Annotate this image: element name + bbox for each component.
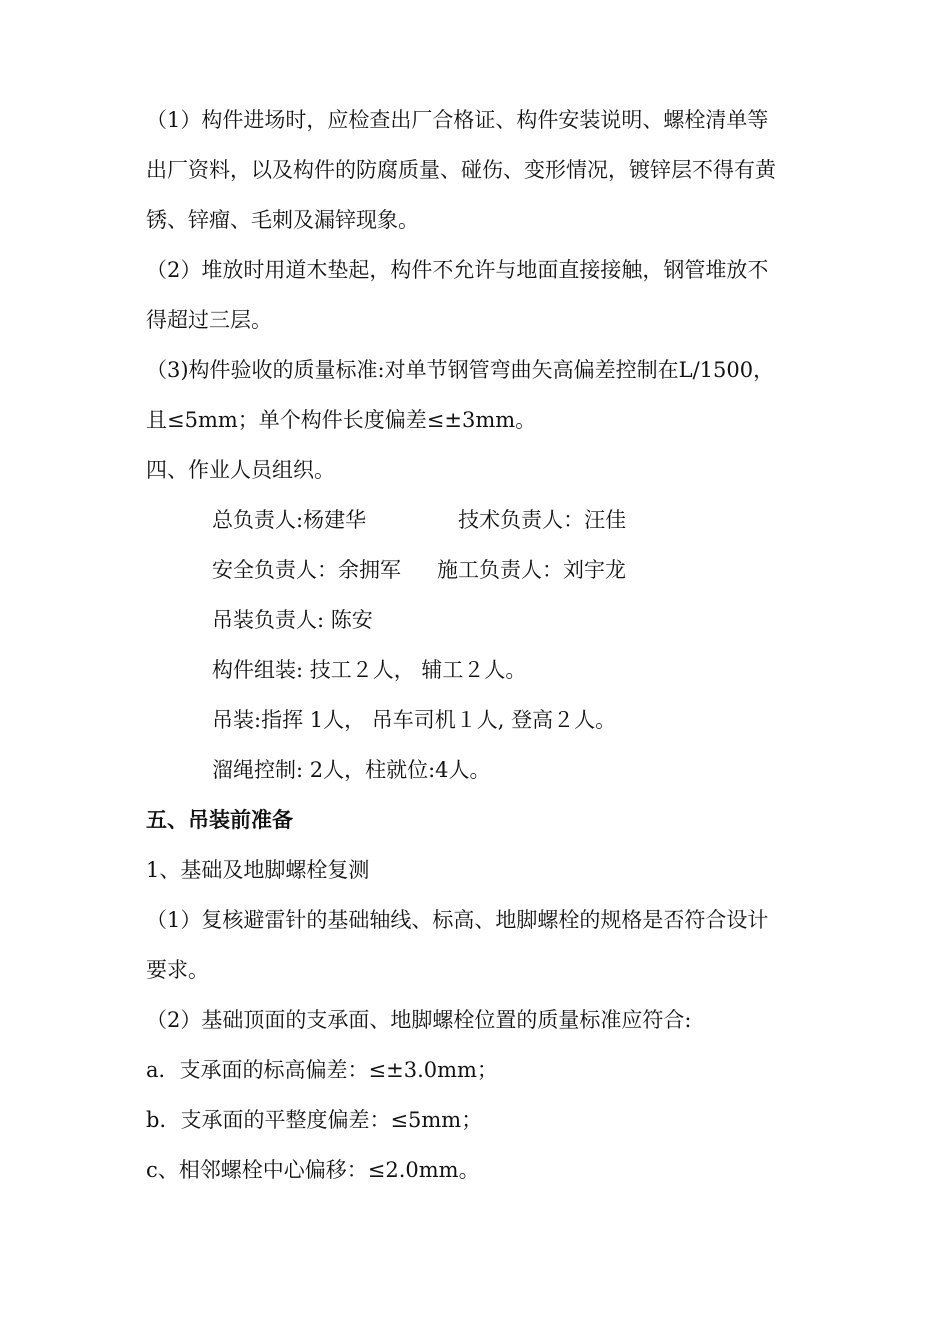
safety-lead: 安全负责人：余拥军 bbox=[212, 558, 401, 582]
paragraph-item1-line2: 出厂资料，以及构件的防腐质量、碰伤、变形情况，镀锌层不得有黄 bbox=[146, 158, 776, 182]
section5-heading: 五、吊装前准备 bbox=[146, 807, 293, 832]
general-lead: 总负责人:杨建华 bbox=[212, 508, 367, 532]
lifting-crew: 吊装:指挥 1人， 吊车司机１人, 登高２人。 bbox=[212, 708, 617, 732]
paragraph-item3-line1: （3)构件验收的质量标准:对单节钢管弯曲矢高偏差控制在L/1500， bbox=[146, 358, 775, 382]
staff-row-1 bbox=[212, 505, 626, 535]
assembly-crew: 构件组装: 技工２人， 辅工２人。 bbox=[212, 658, 527, 682]
section5-item1-line1: （1）复核避雷针的基础轴线、标高、地脚螺栓的规格是否符合设计 bbox=[146, 908, 769, 932]
section4-heading: 四、作业人员组织。 bbox=[146, 458, 335, 482]
tech-lead: 技术负责人：汪佳 bbox=[458, 508, 627, 532]
paragraph-item1-line1: （1）构件进场时，应检查出厂合格证、构件安装说明、螺栓清单等 bbox=[146, 108, 769, 132]
lifting-lead: 吊装负责人: 陈安 bbox=[212, 608, 373, 632]
section5-item1-line2: 要求。 bbox=[146, 958, 209, 982]
requirement-b: b．支承面的平整度偏差：≤5mm； bbox=[146, 1108, 483, 1132]
staff-row-2 bbox=[212, 555, 626, 585]
paragraph-item3-line2: 且≤5mm；单个构件长度偏差≤±3mm。 bbox=[146, 408, 537, 432]
requirement-a: a．支承面的标高偏差：≤±3.0mm； bbox=[146, 1058, 498, 1082]
construction-lead: 施工负责人：刘宇龙 bbox=[437, 558, 626, 582]
requirement-c: c、相邻螺栓中心偏移：≤2.0mm。 bbox=[146, 1158, 480, 1182]
section5-item2: （2）基础顶面的支承面、地脚螺栓位置的质量标准应符合: bbox=[146, 1008, 692, 1032]
paragraph-item2-line1: （2）堆放时用道木垫起，构件不允许与地面直接接触，钢管堆放不 bbox=[146, 258, 769, 282]
paragraph-item2-line2: 得超过三层。 bbox=[146, 308, 272, 332]
section5-sub1: 1、基础及地脚螺栓复测 bbox=[146, 858, 370, 882]
rope-control-crew: 溜绳控制: 2人，柱就位:4人。 bbox=[212, 758, 491, 782]
paragraph-item1-line3: 锈、锌瘤、毛刺及漏锌现象。 bbox=[146, 208, 419, 232]
